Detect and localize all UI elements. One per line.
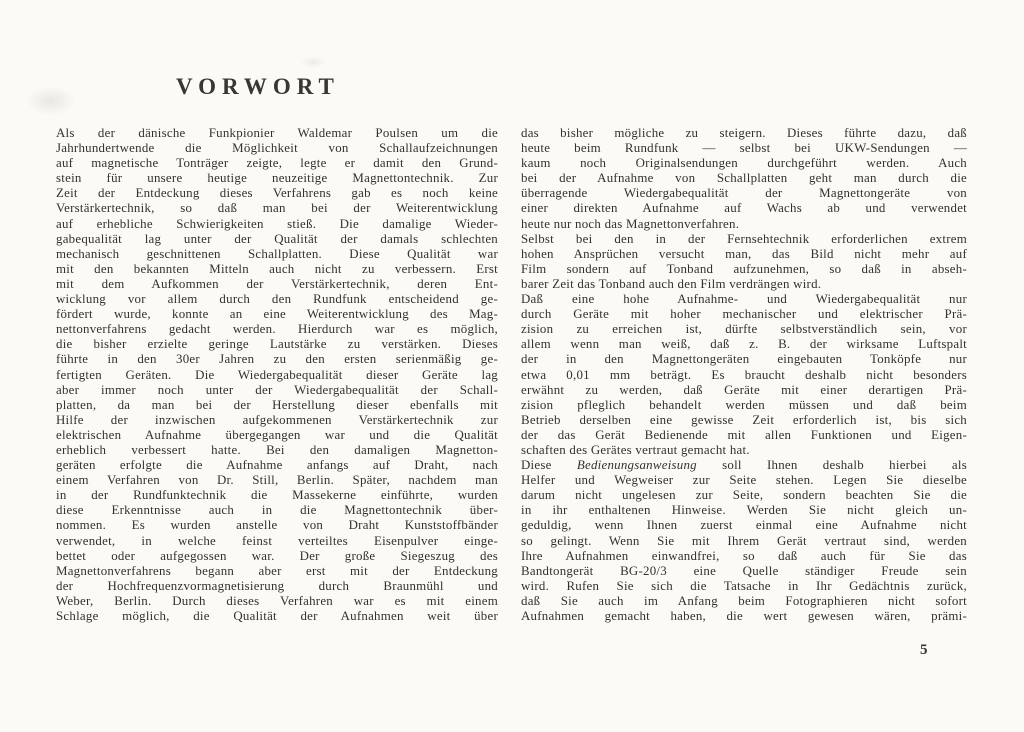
text-line: fertigten Geräten. Die Wiedergabequalität dieser Geräte lag (56, 367, 498, 382)
text-line: hohen Ansprüchen versucht man, das Bild nicht mehr auf (521, 246, 967, 261)
text-line: wird. Rufen Sie sich die Tatsache in Ihr Gedächtnis zurück, (521, 578, 967, 593)
text-line: in ihr enthaltenen Hinweise. Werden Sie nicht gleich un- (521, 503, 967, 518)
text-line: kaum noch Originalsendungen durchgeführt werden. Auch (521, 156, 967, 171)
text-line: heute nur noch das Magnettonverfahren. (521, 216, 740, 231)
text-line: Hilfe der inzwischen aufgekommenen Verstärkertechnik zur (56, 412, 498, 427)
scan-smudge (26, 86, 76, 116)
text-line: überragende Wiedergabequalität der Magnettongeräte von (521, 186, 967, 201)
text-line: mit dem Aufkommen der Verstärkertechnik, deren Ent- (56, 276, 498, 291)
text-line: führte in den 30er Jahren zu den ersten serienmäßig ge- (56, 352, 498, 367)
right-text-column (521, 126, 967, 624)
text-line: zision pfleglich behandelt werden müssen und daß beim (521, 397, 967, 412)
text-line: der Hochfrequenzvormagnetisierung durch Braunmühl und (56, 578, 498, 593)
text-line: Betrieb derselben eine gewisse Zeit erforderlich ist, bis sich (521, 412, 967, 427)
text-line: Film sondern auf Tonband aufzunehmen, so daß in abseh- (521, 261, 967, 276)
text-line: durch Geräte mit hoher mechanischer und elektrischer Prä- (521, 307, 967, 322)
text-line: aber immer noch unter der Wiedergabequalität der Schall- (56, 382, 498, 397)
text-line: wicklung vor allem durch den Rundfunk entscheidend ge- (56, 292, 498, 307)
text-line: barer Zeit das Tonband auch den Film verdrängen wird. (521, 276, 822, 291)
text-line: Als der dänische Funkpionier Waldemar Poulsen um die (56, 126, 498, 140)
text-line: das bisher mögliche zu steigern. Dieses führte dazu, daß (521, 126, 967, 140)
text-line: der das Gerät Bedienende mit allen Funktionen und Eigen- (521, 427, 967, 442)
text-line: Helfer und Wegweiser zur Seite stehen. Legen Sie dieselbe (521, 473, 967, 488)
page-title: VORWORT (176, 74, 340, 99)
text-line: in der Rundfunktechnik die Massekerne einführte, wurden (56, 488, 498, 503)
text-line: nettonverfahrens gedacht werden. Hierdurch war es möglich, (56, 322, 498, 337)
text-line: elektrischen Aufnahme übergegangen war und die Qualität (56, 427, 498, 442)
text-line: Zeit der Entdeckung dieses Verfahrens gab es noch keine (56, 186, 498, 201)
text-line: verwendet, in welche feinst verteiltes Eisenpulver einge- (56, 533, 498, 548)
text-line: daß Sie auch im Anfang beim Fotographieren nicht sofort (521, 593, 967, 608)
text-line: allem wenn man weiß, daß z. B. der wirksame Luftspalt (521, 337, 967, 352)
text-line: Selbst bei den in der Fernsehtechnik erforderlichen extrem (521, 231, 967, 246)
text-line: Ihre Aufnahmen einwandfrei, so daß auch für Sie das (521, 548, 967, 563)
text-line: etwa 0,01 mm beträgt. Es braucht deshalb nicht besonders (521, 367, 967, 382)
left-text-column (56, 126, 498, 624)
text-line: Jahrhundertwende die Möglichkeit von Schallaufzeichnungen (56, 141, 498, 156)
text-line: diese Erkenntnisse auch in die Magnettontechnik über- (56, 503, 498, 518)
text-line: erheblich verbessert hatte. Bei den damaligen Magnetton- (56, 442, 498, 457)
text-line: gabequalität lag unter der Qualität der damals schlechten (56, 231, 498, 246)
text-line: mechanisch geschnittenen Schallplatten. Diese Qualität war (56, 246, 498, 261)
text-line: darum nicht ungelesen zur Seite, sondern beachten Sie die (521, 488, 967, 503)
text-line: Aufnahmen gemacht haben, die wert gewesen wären, prämi- (521, 609, 967, 623)
text-columns (56, 126, 967, 624)
text-line: erwähnt zu werden, daß Geräte mit einer derartigen Prä- (521, 382, 967, 397)
text-line: Bandtongerät BG-20/3 eine Quelle ständiger Freude sein (521, 563, 967, 578)
text-line: der in den Magnettongeräten eingebauten Tonköpfe nur (521, 352, 967, 367)
text-line: Verstärkertechnik, so daß man bei der Weiterentwicklung (56, 201, 498, 216)
text-line: einer direkten Aufnahme auf Wachs ab und verwendet (521, 201, 967, 216)
text-line: zision zu erreichen ist, dürfte selbstverständlich sein, vor (521, 322, 967, 337)
scan-smudge (300, 56, 326, 68)
text-line: so gelingt. Wenn Sie mit Ihrem Gerät vertraut sind, werden (521, 533, 967, 548)
text-line: Weber, Berlin. Durch dieses Verfahren war es mit einem (56, 593, 498, 608)
text-line: Schlage möglich, die Qualität der Aufnahmen weit über (56, 609, 498, 623)
text-line: geräten erfolgte die Aufnahme anfangs auf Draht, nach (56, 458, 498, 473)
text-line: heute beim Rundfunk — selbst bei UKW-Sendungen — (521, 141, 967, 156)
text-line: auf erhebliche Schwierigkeiten stieß. Die damalige Wieder- (56, 216, 498, 231)
text-line: die bisher erzielte geringe Lautstärke zu verstärken. Dieses (56, 337, 498, 352)
text-line: mit den bekannten Mitteln auch nicht zu verbessern. Erst (56, 261, 498, 276)
text-line: bettet oder aufgegossen war. Der große Siegeszug des (56, 548, 498, 563)
page-number: 5 (920, 642, 928, 658)
text-line: Daß eine hohe Aufnahme- und Wiedergabequalität nur (521, 292, 967, 307)
text-line: nommen. Es wurden anstelle von Draht Kunststoffbänder (56, 518, 498, 533)
text-line: Magnettonverfahrens begann aber erst mit der Entdeckung (56, 563, 498, 578)
text-line: stein für unsere heutige neuzeitige Magnettontechnik. Zur (56, 171, 498, 186)
text-line: geduldig, wenn Ihnen zuerst einmal eine Aufnahme nicht (521, 518, 967, 533)
text-line: fördert wurde, konnte an eine Weiterentwicklung des Mag- (56, 307, 498, 322)
text-line: auf magnetische Tonträger zeigte, legte er damit den Grund- (56, 156, 498, 171)
text-line: bei der Aufnahme von Schallplatten geht man durch die (521, 171, 967, 186)
text-line: Diese Bedienungsanweisung soll Ihnen deshalb hierbei als (521, 458, 968, 473)
text-line: einem Verfahren von Dr. Still, Berlin. Später, nachdem man (56, 473, 498, 488)
text-line: schaften des Gerätes vertraut gemacht hat. (521, 442, 750, 457)
text-line: platten, da man bei der Herstellung dieser ebenfalls mit (56, 397, 498, 412)
